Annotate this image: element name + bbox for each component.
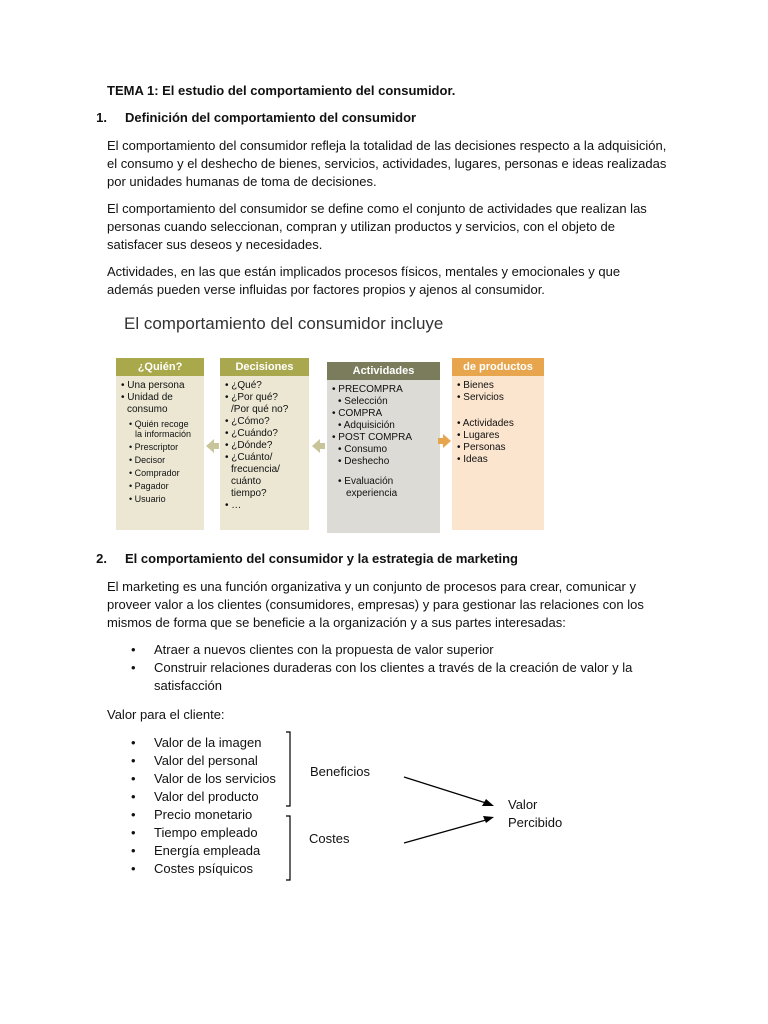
column-subitem: • Pagador — [129, 481, 169, 491]
arrow-beneficios — [404, 777, 486, 803]
column-subitem: • Decisor — [129, 455, 166, 465]
valor-percibido-line-1: Valor — [508, 797, 538, 812]
valor-item: • Valor del personal — [107, 752, 307, 770]
column-item: • Una persona — [121, 380, 185, 391]
column-item: • Bienes — [457, 380, 494, 391]
paragraph-2: El comportamiento del consumidor se define como el conjunto de actividades que realizan las personas cuando seleccionan, compran y utilizan productos y servicios, con el objeto de satisfacer sus deseos y necesidades. — [107, 201, 647, 252]
column-item: • ¿Cómo? — [225, 416, 270, 427]
column-subitem: • Usuario — [129, 494, 166, 504]
arrow-left-icon — [312, 439, 325, 453]
valor-item: • Tiempo empleado — [107, 824, 307, 842]
column-item: • Lugares — [457, 430, 500, 441]
arrow-costes — [404, 820, 486, 843]
column-item: /Por qué no? — [231, 404, 289, 415]
arrow-left-icon — [206, 439, 219, 453]
arrow-right-icon — [438, 434, 451, 448]
valor-item: • Valor de los servicios — [107, 770, 307, 788]
column-quien-header: ¿Quién? — [116, 358, 204, 376]
valor-percibido-line-2: Percibido — [508, 815, 563, 830]
column-item: experiencia — [346, 488, 398, 499]
column-item: tiempo? — [231, 488, 267, 499]
section-2-title: El comportamiento del consumidor y la estrategia de marketing — [125, 551, 518, 566]
figure-arrows — [116, 310, 546, 532]
column-item: • Ideas — [457, 454, 488, 465]
column-item: consumo — [127, 404, 168, 415]
column-item: • ¿Por qué? — [225, 392, 278, 403]
costes-bracket — [286, 816, 290, 880]
column-item: • Consumo — [338, 444, 388, 455]
valor-cliente-label: Valor para el cliente: — [107, 707, 225, 722]
column-subitem: • Quién recoge — [129, 419, 189, 429]
column-subitem: • Prescriptor — [129, 442, 179, 452]
bullet-item: • Atraer a nuevos clientes con la propuesta de valor superior — [107, 641, 667, 659]
column-productos-header: de productos — [452, 358, 544, 376]
section-1-title: Definición del comportamiento del consumidor — [125, 110, 417, 125]
valor-item: • Costes psíquicos — [107, 860, 307, 878]
column-item: • Unidad de — [121, 392, 173, 403]
arrow-head-costes — [483, 816, 494, 823]
column-item: • Personas — [457, 442, 506, 453]
column-item: • … — [225, 500, 242, 511]
column-item: frecuencia/ — [231, 464, 280, 475]
paragraph-3: Actividades, en las que están implicados procesos físicos, mentales y emocionales y que además pueden verse influidas por factores propios y ajenos al consumidor. — [107, 264, 621, 297]
costes-label: Costes — [309, 831, 350, 846]
consumer-behaviour-figure — [116, 310, 546, 532]
section-1-number: 1. — [96, 110, 107, 125]
valor-item: • Precio monetario — [107, 806, 307, 824]
column-item: • ¿Cuándo? — [225, 428, 278, 439]
valor-percibido-label — [508, 796, 562, 832]
column-subitem: la información — [135, 429, 192, 439]
column-item: • Adquisición — [338, 420, 395, 431]
column-item: • Actividades — [457, 418, 514, 429]
valor-item: • Valor del producto — [107, 788, 307, 806]
column-item: • Evaluación — [338, 476, 394, 487]
bullet-item: • Construir relaciones duraderas con los clientes a través de la creación de valor y la satisfacción — [107, 659, 667, 695]
paragraph-1: El comportamiento del consumidor refleja la totalidad de las decisiones respecto a la adquisición, el consumo y el deshecho de bienes, servicios, actividades, lugares, personas e ideas realizadas por unidades humanas de toma de decisiones. — [107, 138, 667, 189]
column-actividades-header: Actividades — [327, 362, 440, 380]
column-item: • Deshecho — [338, 456, 390, 467]
document-title: TEMA 1: El estudio del comportamiento del consumidor. — [107, 83, 456, 98]
column-item: • POST COMPRA — [332, 432, 412, 443]
column-item: • Servicios — [457, 392, 504, 403]
valor-item: • Energía empleada — [107, 842, 307, 860]
column-item: cuánto — [231, 476, 262, 487]
column-item: • ¿Qué? — [225, 380, 262, 391]
column-item: • ¿Dónde? — [225, 440, 273, 451]
figure-title: El comportamiento del consumidor incluye — [124, 314, 444, 333]
section-2-number: 2. — [96, 551, 107, 566]
beneficios-label: Beneficios — [310, 764, 370, 779]
column-item: • Selección — [338, 396, 388, 407]
column-subitem: • Comprador — [129, 468, 180, 478]
paragraph-4: El marketing es una función organizativa y un conjunto de procesos para crear, comunicar y proveer valor a los clientes (consumidores, empresas) y para gestionar las relaciones con los mismos de forma que se beneficie a la organización y a sus partes interesadas: — [107, 579, 644, 630]
column-item: • COMPRA — [332, 408, 383, 419]
valor-item: • Valor de la imagen — [107, 734, 307, 752]
beneficios-bracket — [286, 732, 290, 806]
column-item: • PRECOMPRA — [332, 384, 403, 395]
column-decisiones-header: Decisiones — [220, 358, 309, 376]
column-item: • ¿Cuánto/ — [225, 452, 273, 463]
